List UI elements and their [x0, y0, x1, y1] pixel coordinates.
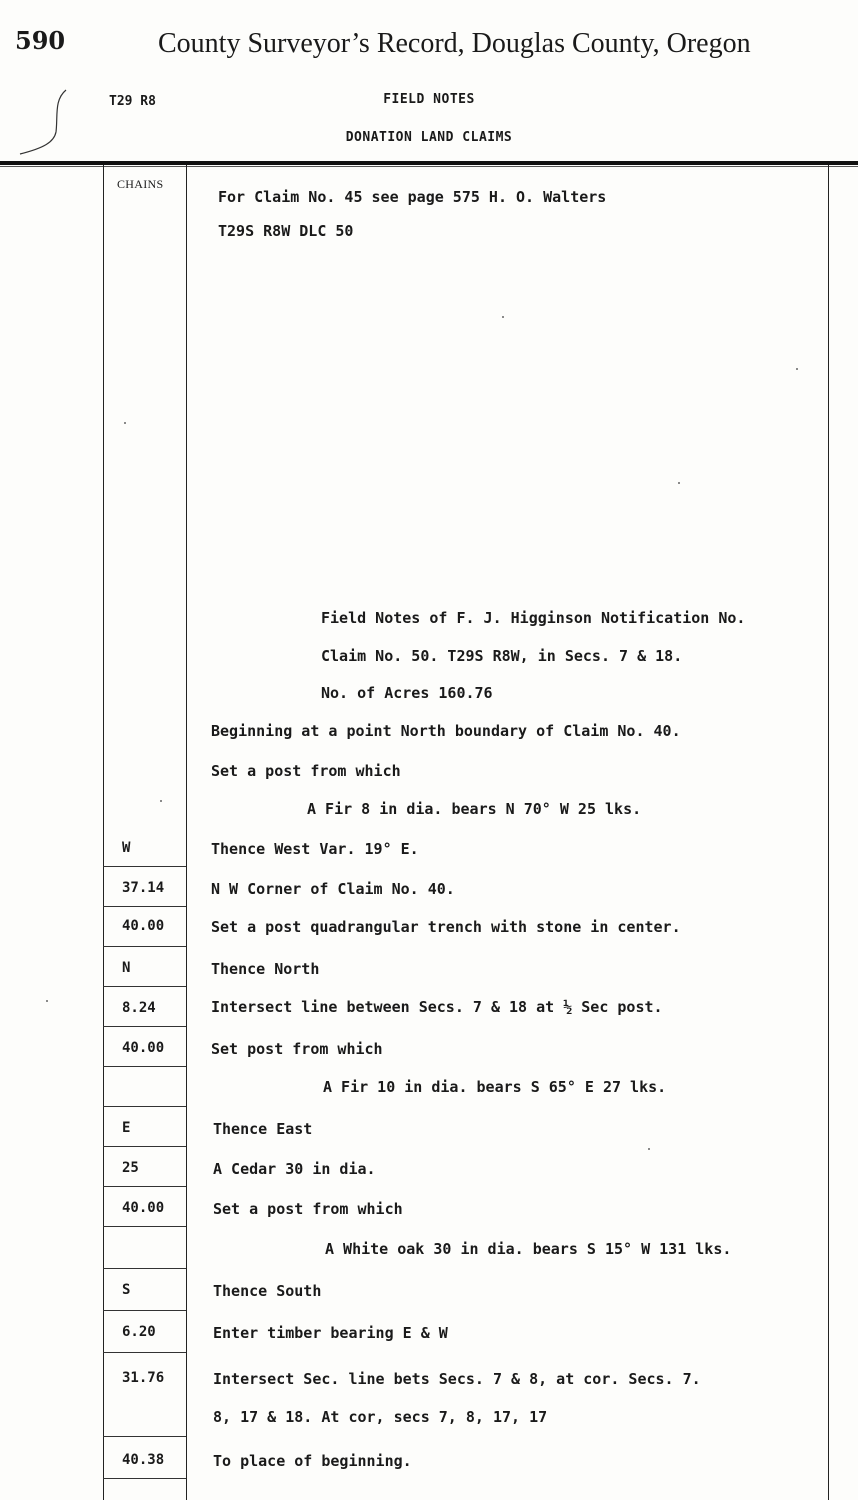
- entry-text: Intersect Sec. line bets Secs. 7 & 8, at cor. Secs. 7.: [213, 1370, 701, 1388]
- row-separator: [103, 1186, 186, 1187]
- intro-line-1: For Claim No. 45 see page 575 H. O. Walters: [218, 188, 607, 206]
- chains-column-divider: [186, 165, 187, 1500]
- entry-chains: 37.14: [122, 880, 165, 896]
- entry-text: 8, 17 & 18. At cor, secs 7, 8, 17, 17: [213, 1408, 548, 1426]
- row-separator: [103, 1146, 186, 1147]
- entry-text: N W Corner of Claim No. 40.: [211, 880, 455, 898]
- row-separator: [103, 1478, 186, 1479]
- entry-chains: 25: [122, 1160, 139, 1176]
- row-separator: [103, 1226, 186, 1227]
- page-number: 590: [15, 26, 66, 55]
- entry-text: Set a post quadrangular trench with stone in center.: [211, 918, 681, 936]
- entry-chains: N: [122, 960, 131, 976]
- entry-text: A Fir 8 in dia. bears N 70° W 25 lks.: [307, 800, 642, 818]
- entry-text: Intersect line between Secs. 7 & 18 at ½ Sec post.: [211, 998, 663, 1016]
- notes-heading-line-1: Field Notes of F. J. Higginson Notification No.: [321, 609, 746, 627]
- row-separator: [103, 1106, 186, 1107]
- left-border: [103, 165, 104, 1500]
- entry-chains: 40.00: [122, 918, 165, 934]
- entry-text: Set post from which: [211, 1040, 383, 1058]
- entry-text: Beginning at a point North boundary of Claim No. 40.: [211, 722, 681, 740]
- section-subtitle: DONATION LAND CLAIMS: [345, 130, 513, 145]
- row-separator: [103, 1352, 186, 1353]
- entry-text: A Fir 10 in dia. bears S 65° E 27 lks.: [323, 1078, 667, 1096]
- entry-chains: 40.38: [122, 1452, 165, 1468]
- entry-chains: 40.00: [122, 1040, 165, 1056]
- header-rule-thin: [0, 166, 858, 167]
- entry-text: A Cedar 30 in dia.: [213, 1160, 376, 1178]
- row-separator: [103, 906, 186, 907]
- scan-speck: [46, 1000, 48, 1002]
- row-separator: [103, 946, 186, 947]
- scan-speck: [648, 1148, 650, 1150]
- chains-column-header: CHAINS: [117, 177, 164, 191]
- scan-speck: [502, 316, 504, 318]
- row-separator: [103, 1310, 186, 1311]
- entry-text: To place of beginning.: [213, 1452, 412, 1470]
- notes-heading-line-3: No. of Acres 160.76: [321, 684, 493, 702]
- entry-chains: 31.76: [122, 1370, 165, 1386]
- section-title: FIELD NOTES: [383, 92, 475, 107]
- row-separator: [103, 1066, 186, 1067]
- row-separator: [103, 1436, 186, 1437]
- header-rule: [0, 161, 858, 165]
- scan-speck: [796, 368, 798, 370]
- entry-text: A White oak 30 in dia. bears S 15° W 131 lks.: [325, 1240, 732, 1258]
- entry-text: Enter timber bearing E & W: [213, 1324, 448, 1342]
- entry-text: Set a post from which: [211, 762, 401, 780]
- township-range: T29 R8: [109, 94, 156, 109]
- entry-chains: W: [122, 840, 131, 856]
- notes-heading-line-2: Claim No. 50. T29S R8W, in Secs. 7 & 18.: [321, 647, 683, 665]
- entry-chains: E: [122, 1120, 131, 1136]
- entry-text: Thence East: [213, 1120, 313, 1138]
- entry-chains: 8.24: [122, 1000, 156, 1016]
- row-separator: [103, 1268, 186, 1269]
- row-separator: [103, 986, 186, 987]
- scan-speck: [678, 482, 680, 484]
- entry-text: Thence South: [213, 1282, 322, 1300]
- scan-speck: [160, 800, 162, 802]
- entry-chains: 6.20: [122, 1324, 156, 1340]
- scan-speck: [124, 422, 126, 424]
- entry-text: Thence North: [211, 960, 320, 978]
- page-title: County Surveyor’s Record, Douglas County, Oregon: [158, 28, 751, 59]
- right-border: [828, 165, 829, 1500]
- intro-line-2: T29S R8W DLC 50: [218, 222, 354, 240]
- entry-chains: 40.00: [122, 1200, 165, 1216]
- entry-text: Thence West Var. 19° E.: [211, 840, 419, 858]
- row-separator: [103, 866, 186, 867]
- entry-chains: S: [122, 1282, 131, 1298]
- row-separator: [103, 1026, 186, 1027]
- entry-text: Set a post from which: [213, 1200, 403, 1218]
